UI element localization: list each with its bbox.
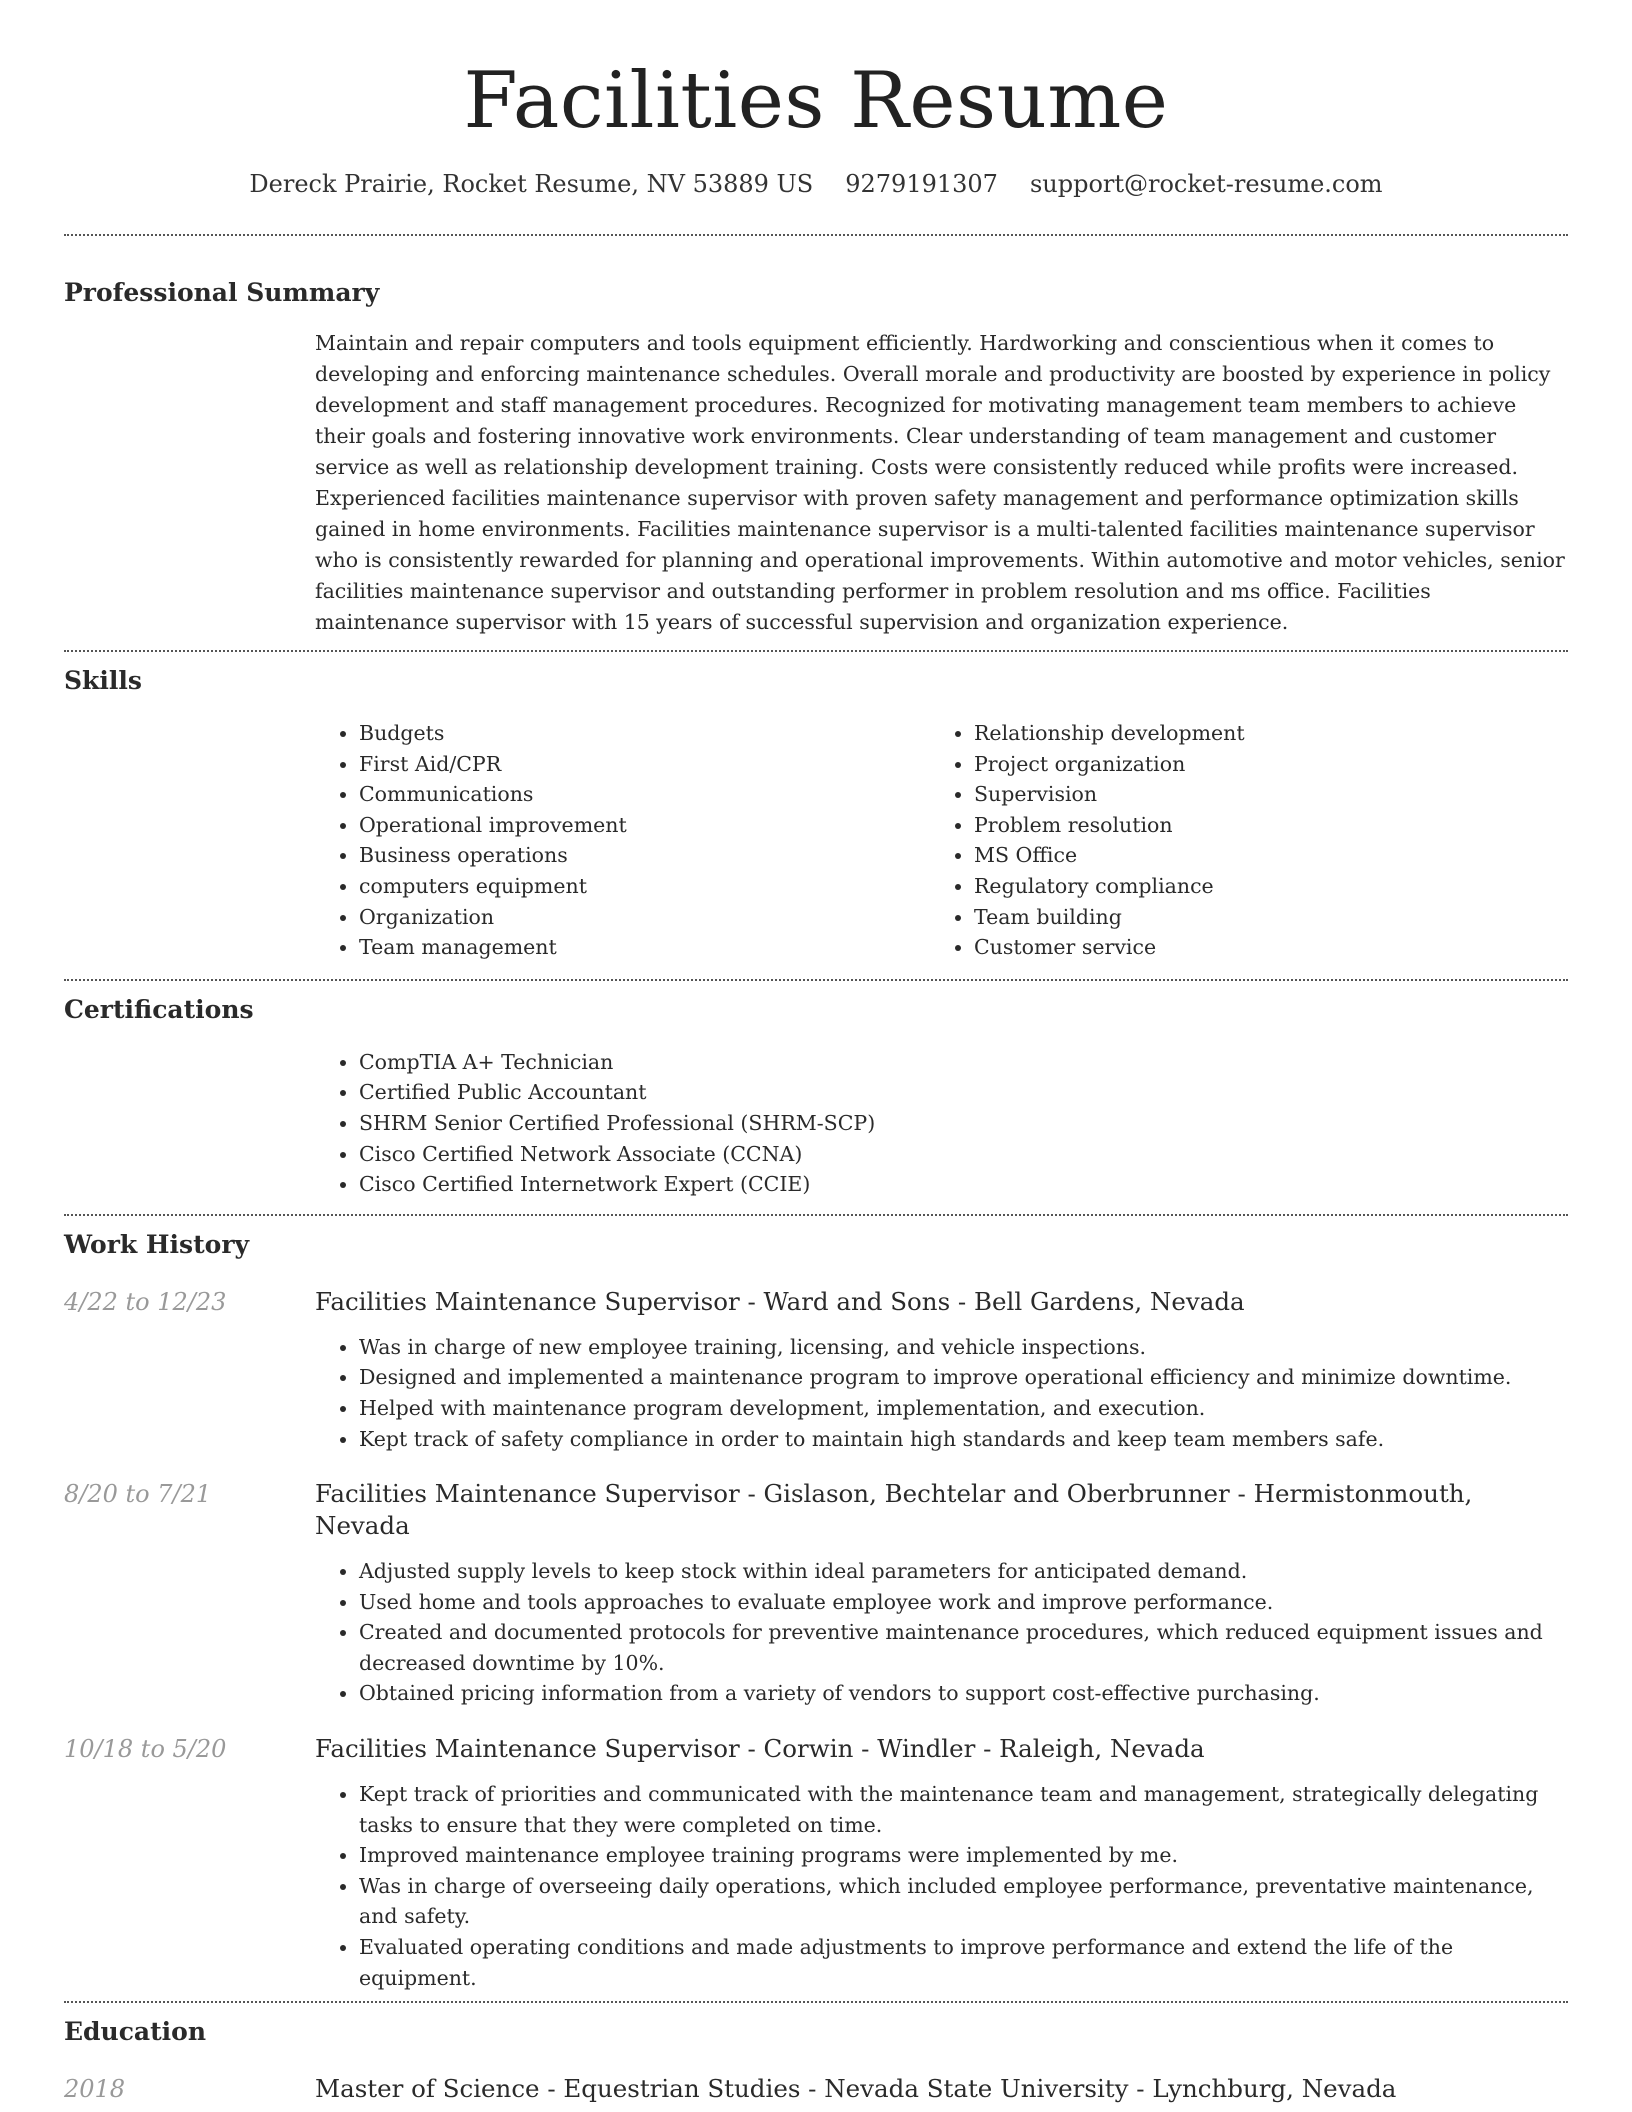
certification-item: • Cisco Certified Network Associate (CCNA) bbox=[359, 1139, 1568, 1170]
job-bullet: • Kept track of safety compliance in order to maintain high standards and keep team members safe. bbox=[359, 1424, 1568, 1455]
skill-item: • Team management bbox=[359, 932, 930, 963]
skill-item: • Communications bbox=[359, 779, 930, 810]
contact-line bbox=[64, 168, 1568, 200]
certification-item: • Cisco Certified Internetwork Expert (CCIE) bbox=[359, 1169, 1568, 1200]
skill-item: • Team building bbox=[974, 902, 1545, 933]
skills-column-right bbox=[930, 718, 1545, 963]
job-dates: 4/22 to 12/23 bbox=[64, 1287, 227, 1316]
job-dates: 10/18 to 5/20 bbox=[64, 1735, 227, 1764]
certification-item: • Certified Public Accountant bbox=[359, 1077, 1568, 1108]
skill-item: • Relationship development bbox=[974, 718, 1545, 749]
job-bullet: • Evaluated operating conditions and made adjustments to improve performance and extend the life of the equipment. bbox=[359, 1932, 1568, 1993]
skills-heading: Skills bbox=[64, 666, 142, 695]
education-heading: Education bbox=[64, 2017, 207, 2047]
skill-item: • First Aid/CPR bbox=[359, 749, 930, 780]
work-history-section bbox=[64, 1228, 1568, 2002]
job-bullets bbox=[315, 1779, 1568, 1993]
education-details bbox=[315, 2073, 1568, 2105]
skill-item: • Supervision bbox=[974, 779, 1545, 810]
divider bbox=[64, 979, 1568, 981]
skill-item: • Regulatory compliance bbox=[974, 871, 1545, 902]
skill-item: • Problem resolution bbox=[974, 810, 1545, 841]
skill-item: • computers equipment bbox=[359, 871, 930, 902]
skills-list bbox=[315, 718, 1568, 979]
job-entry bbox=[64, 1286, 1568, 1454]
job-details bbox=[315, 1286, 1568, 1454]
divider bbox=[64, 1214, 1568, 1216]
job-bullets bbox=[315, 1332, 1568, 1454]
job-bullet: • Improved maintenance employee training programs were implemented by me. bbox=[359, 1840, 1568, 1871]
certification-item: • SHRM Senior Certified Professional (SHRM-SCP) bbox=[359, 1108, 1568, 1139]
job-entry bbox=[64, 1733, 1568, 1993]
job-bullet: • Adjusted supply levels to keep stock within ideal parameters for anticipated demand. bbox=[359, 1556, 1568, 1587]
divider bbox=[64, 234, 1568, 236]
certifications-section bbox=[64, 993, 1568, 1214]
skill-item: • Operational improvement bbox=[359, 810, 930, 841]
summary-heading: Professional Summary bbox=[64, 278, 380, 307]
job-details bbox=[315, 1478, 1568, 1709]
skill-item: • Customer service bbox=[974, 932, 1545, 963]
job-bullet: • Designed and implemented a maintenance program to improve operational efficiency and minimize downtime. bbox=[359, 1362, 1568, 1393]
job-bullet: • Was in charge of new employee training, licensing, and vehicle inspections. bbox=[359, 1332, 1568, 1363]
job-heading: Facilities Maintenance Supervisor - Ward and Sons - Bell Gardens, Nevada bbox=[315, 1286, 1245, 1316]
job-bullets bbox=[315, 1556, 1568, 1709]
job-bullet: • Used home and tools approaches to evaluate employee work and improve performance. bbox=[359, 1587, 1568, 1618]
education-section bbox=[64, 2015, 1568, 2105]
job-heading: Facilities Maintenance Supervisor - Gislason, Bechtelar and Oberbrunner - Hermistonmouth, Nevada bbox=[315, 1479, 1473, 1541]
contact-address: Dereck Prairie, Rocket Resume, NV 53889 US bbox=[249, 170, 814, 198]
divider bbox=[64, 650, 1568, 652]
job-bullet: • Was in charge of overseeing daily operations, which included employee performance, preventative maintenance, and safety. bbox=[359, 1871, 1568, 1932]
skill-item: • MS Office bbox=[974, 840, 1545, 871]
divider bbox=[64, 2001, 1568, 2003]
resume-title: Facilities Resume bbox=[463, 56, 1169, 146]
education-entry bbox=[64, 2073, 1568, 2105]
summary-text: Maintain and repair computers and tools equipment efficiently. Hardworking and conscientious when it comes to developing and enforcing maintenance schedules. Overall morale and productivity are boosted by experience in policy development and staff management procedures. Recognized for motivating management team members to achieve their goals and fostering innovative work environments. Clear understanding of team management and customer service as well as relationship development training. Costs were consistently reduced while profits were increased. Experienced facilities maintenance supervisor with proven safety management and performance optimization skills gained in home environments. Facilities maintenance supervisor is a multi-talented facilities maintenance supervisor who is consistently rewarded for planning and operational improvements. Within automotive and motor vehicles, senior facilities maintenance supervisor and outstanding performer in problem resolution and ms office. Facilities maintenance supervisor with 15 years of successful supervision and organization experience. bbox=[315, 331, 1565, 634]
skill-item: • Project organization bbox=[974, 749, 1545, 780]
job-bullet: • Helped with maintenance program development, implementation, and execution. bbox=[359, 1393, 1568, 1424]
contact-phone: 9279191307 bbox=[845, 170, 998, 198]
skill-item: • Organization bbox=[359, 902, 930, 933]
contact-email: support@rocket-resume.com bbox=[1029, 170, 1383, 198]
job-heading: Facilities Maintenance Supervisor - Corwin - Windler - Raleigh, Nevada bbox=[315, 1734, 1205, 1764]
education-year: 2018 bbox=[64, 2075, 126, 2104]
skill-item: • Business operations bbox=[359, 840, 930, 871]
summary-section bbox=[64, 276, 1568, 650]
job-details bbox=[315, 1733, 1568, 1993]
job-bullet: • Created and documented protocols for preventive maintenance procedures, which reduced equipment issues and decreased downtime by 10%. bbox=[359, 1617, 1568, 1678]
skill-item: • Budgets bbox=[359, 718, 930, 749]
job-bullet: • Kept track of priorities and communicated with the maintenance team and management, strategically delegating tasks to ensure that they were completed on time. bbox=[359, 1779, 1568, 1840]
certifications-list bbox=[315, 1047, 1568, 1214]
job-entry bbox=[64, 1478, 1568, 1709]
education-heading-line: Master of Science - Equestrian Studies - Nevada State University - Lynchburg, Nevada bbox=[315, 2074, 1397, 2104]
job-dates: 8/20 to 7/21 bbox=[64, 1480, 212, 1509]
skills-column-left bbox=[315, 718, 930, 963]
certification-item: • CompTIA A+ Technician bbox=[359, 1047, 1568, 1078]
skills-section bbox=[64, 664, 1568, 979]
work-history-heading: Work History bbox=[64, 1229, 250, 1259]
job-bullet: • Obtained pricing information from a variety of vendors to support cost-effective purchasing. bbox=[359, 1678, 1568, 1709]
certifications-heading: Certifications bbox=[64, 994, 254, 1024]
